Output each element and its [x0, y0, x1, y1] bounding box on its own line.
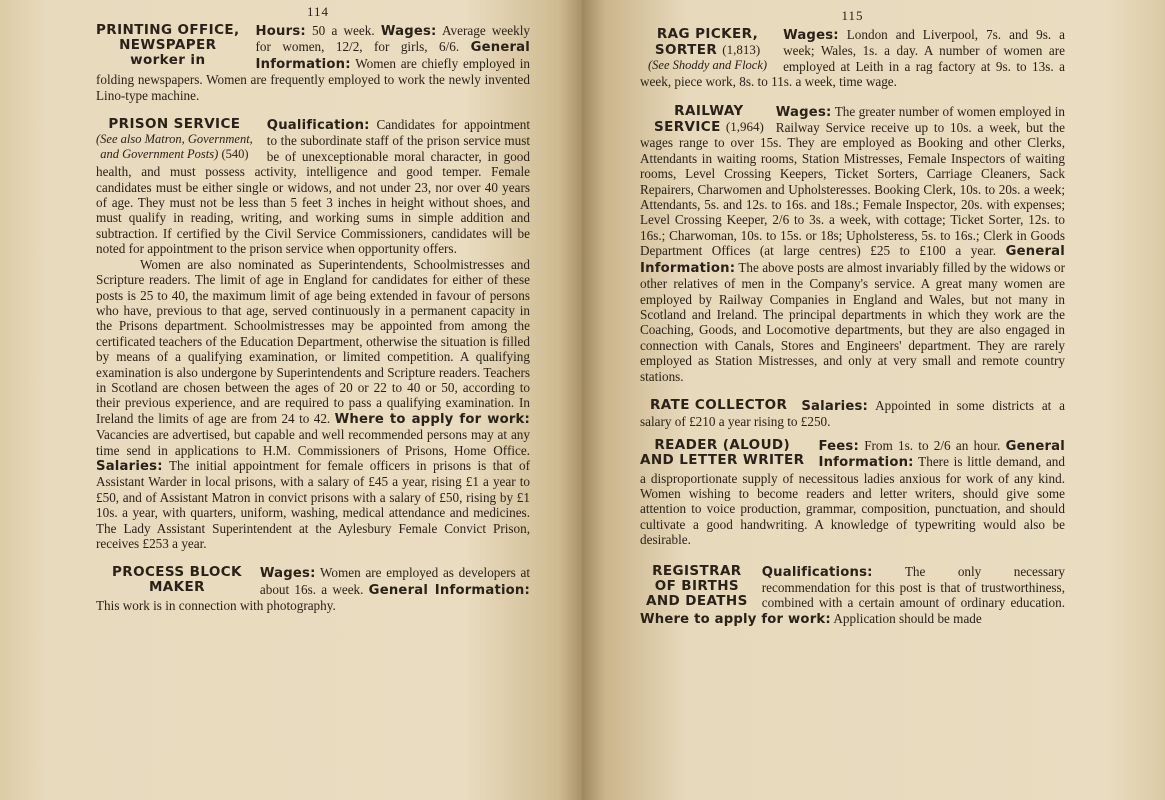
salaries-text: Appointed in some districts at a salary of £210 a year rising to £250.	[640, 397, 1065, 430]
entry-railway-service	[640, 104, 1065, 384]
cross-reference: (See also Matron, Government,	[96, 132, 253, 147]
info-label: General Information:	[368, 582, 530, 598]
entry-prison-service	[96, 117, 530, 551]
entry-heading	[96, 117, 253, 162]
heading-line: AND LETTER WRITER	[640, 451, 805, 468]
heading-line: RAILWAY	[674, 102, 744, 119]
heading-line: worker in	[130, 52, 206, 68]
salaries-label: Salaries:	[801, 398, 869, 414]
entry-rag-picker	[640, 27, 1065, 90]
salaries-text: The initial appointment for female officers in prisons is that of Assistant Warder in local prisons, with a salary of £45 a year, rising £1 a year to £50, and of Assistant Matron in convict prisons with a salary of £50, rising by £1 10s. a year, with quarters, uniform, washing, medical attendance and medicines. The Lady Assistant Superintendent at the Aylesbury Female Convict Prison, receives £253 a year.	[96, 457, 530, 551]
heading-line: SERVICE (1,964)	[654, 118, 764, 135]
qualification-label: Qualification:	[266, 118, 370, 134]
entry-heading	[646, 564, 748, 609]
entry-rate-collector	[640, 398, 1065, 430]
heading-line: NEWSPAPER	[119, 37, 217, 53]
apply-label: Where to apply for work:	[640, 611, 831, 627]
heading-line: SORTER (1,813)	[654, 42, 761, 58]
info-label: General Information:	[818, 438, 1065, 471]
info-label: General Information:	[255, 40, 530, 72]
heading-line: PRINTING OFFICE,	[96, 22, 240, 38]
page-number-left: 114	[306, 4, 330, 19]
hours-text: 50 a week.	[305, 23, 381, 38]
cross-reference: (See Shoddy and Flock)	[648, 58, 768, 72]
info-text: Women are chiefly employed in folding newspapers. Women are frequently employed to work the newly invented Lino-type machine.	[96, 55, 530, 103]
cross-reference: and Government Posts) (540)	[100, 147, 249, 162]
heading-line: PRISON SERVICE	[108, 116, 241, 133]
info-label: General Information:	[640, 244, 1065, 276]
heading-line: REGISTRAR	[652, 562, 742, 579]
wages-label: Wages:	[259, 566, 316, 582]
wages-label: Wages:	[380, 24, 437, 39]
hours-label: Hours:	[255, 24, 306, 39]
salaries-label: Salaries:	[96, 458, 163, 474]
entry-heading	[112, 565, 242, 595]
entry-heading	[648, 27, 767, 73]
entry-reader-letter-writer	[640, 438, 1065, 548]
wages-text: The greater number of women employed in Railway Service receive up to 10s. a week, but the wages range to over 15s. They are employed as Booking and other Clerks, Attendants in waiting rooms, Station Mistresses, Female Inspectors of waiting rooms, Level Crossing Keepers, Ticket Sorters, Carriage Cleaners, Sack Repairers, Charwomen and Upholsteresses. Booking Clerk, 10s. to 20s. a week; Attendants, 5s. and 12s. to 16s. and 18s.; Female Inspector, 20s. with expenses; Level Crossing Keeper, 2/6 to 3s. a week, with cottage; Ticket Sorter, 12s. to 16s.; Charwoman, 10s. to 15s. or 18s; Upholsteress, 5s. to 16s.; Clerk in Goods Department Offices (at large centres) £25 to £100 a year.	[640, 103, 1065, 259]
paragraph	[96, 257, 530, 552]
wages-text: Average weekly for women, 12/2, for girls, 6/6.	[255, 23, 530, 55]
apply-text: Vacancies are advertised, but capable and well recommended persons may at any time send in applications to H.M. Commissioners of Prisons, Home Office.	[96, 427, 530, 458]
apply-label: Where to apply for work:	[334, 411, 530, 427]
wages-text: Women are employed as developers at about 16s. a week.	[259, 565, 530, 597]
wages-label: Wages:	[783, 28, 839, 43]
heading-line: PROCESS BLOCK	[112, 564, 242, 581]
apply-text: Application should be made	[830, 610, 982, 626]
left-page	[0, 0, 582, 800]
wages-text: London and Liverpool, 7s. and 9s. a week; Wales, 1s. a day. A number of women are employed at Leith in a rag factory at 9s. to 13s. a week, piece work, 8s. to 11s. a week, time wage.	[640, 27, 1065, 90]
entry-process-block-maker	[96, 565, 530, 613]
heading-line: READER (ALOUD)	[654, 436, 791, 453]
heading-line: OF BIRTHS	[654, 577, 740, 594]
qualification-text: Candidates for appointment to the subordinate staff of the prison service must be of unexceptionable moral character, in good health, and must possess activity, intelligence and good temper. Female candidates must be either single or widows, and not under 23, nor over 40 years of age. They must not be less than 5 feet 3 inches in height without shoes, and must qualify in reading, writing, and working sums in simple addition and subtraction. If certified by the Civil Service Commissioners, candidates will be noted for appointment to the prison service when opportunity offers.	[96, 117, 530, 257]
info-text: This work is in connection with photography.	[96, 598, 336, 614]
qualifications-text: The only necessary recommendation for this post is that of trustworthiness, combined with a certain amount of ordinary education.	[761, 563, 1065, 611]
entry-printing-office	[96, 23, 530, 103]
paragraph-text: Women are also nominated as Superintendents, Schoolmistresses and Scripture readers. The limit of age in England for candidates for either of these posts is 25 to 40, the maximum limit of age being extended in favour of persons who have, previous to that age, served continuously in a permanent capacity in the Prisons department. Schoolmistresses may be appointed from among the certificated teachers of the Education Department, otherwise the situation is filled by means of a qualifying examination, or limited competition. A qualifying examination is also undergone by Superintendents and Scripture readers. Teachers in Scotland are chosen between the ages of 20 or 22 to 40 or 50, according to their previous experience, and are required to pass a qualifying examination. In Ireland the limits of age are from 24 to 42.	[96, 256, 530, 426]
heading-line: MAKER	[148, 579, 205, 596]
heading-line: RATE COLLECTOR	[650, 396, 788, 413]
entry-heading	[654, 104, 764, 135]
census-count: (540)	[221, 147, 249, 162]
heading-line: AND DEATHS	[646, 592, 748, 609]
heading-line: RAG PICKER,	[656, 26, 759, 42]
entry-registrar	[640, 564, 1065, 628]
fees-text: From 1s. to 2/6 an hour.	[858, 437, 1006, 453]
wages-label: Wages:	[775, 104, 832, 120]
right-page	[582, 0, 1165, 800]
fees-label: Fees:	[818, 438, 859, 454]
qualifications-label: Qualifications:	[761, 564, 873, 580]
info-text: The above posts are almost invariably filled by the widows or other relatives of men in the Company's service. A great many women are employed by Railway Companies in England and Wales, but not many in Scotland and Ireland. The principal departments in which they work are the Coaching, Goods, and Locomotive departments, but they are also engaged in connection with Canals, Stores and Engineers' department. They are rarely employed as Station Mistresses, and only at very small and remote country stations.	[640, 259, 1065, 384]
page-number-right: 115	[841, 8, 864, 23]
entry-heading	[96, 23, 240, 68]
info-text: There is little demand, and a disproportionate supply of necessitous ladies anxious for work of any kind. Women wishing to become readers and letter writers, should give some attention to voice production, grammar, composition, punctuation, and should cultivate a good handwriting. A knowledge of typewriting would also be desirable.	[640, 454, 1065, 548]
census-count: (1,964)	[725, 118, 764, 134]
census-count: (1,813)	[722, 42, 761, 57]
entry-heading	[640, 438, 804, 468]
entry-heading	[650, 398, 787, 413]
